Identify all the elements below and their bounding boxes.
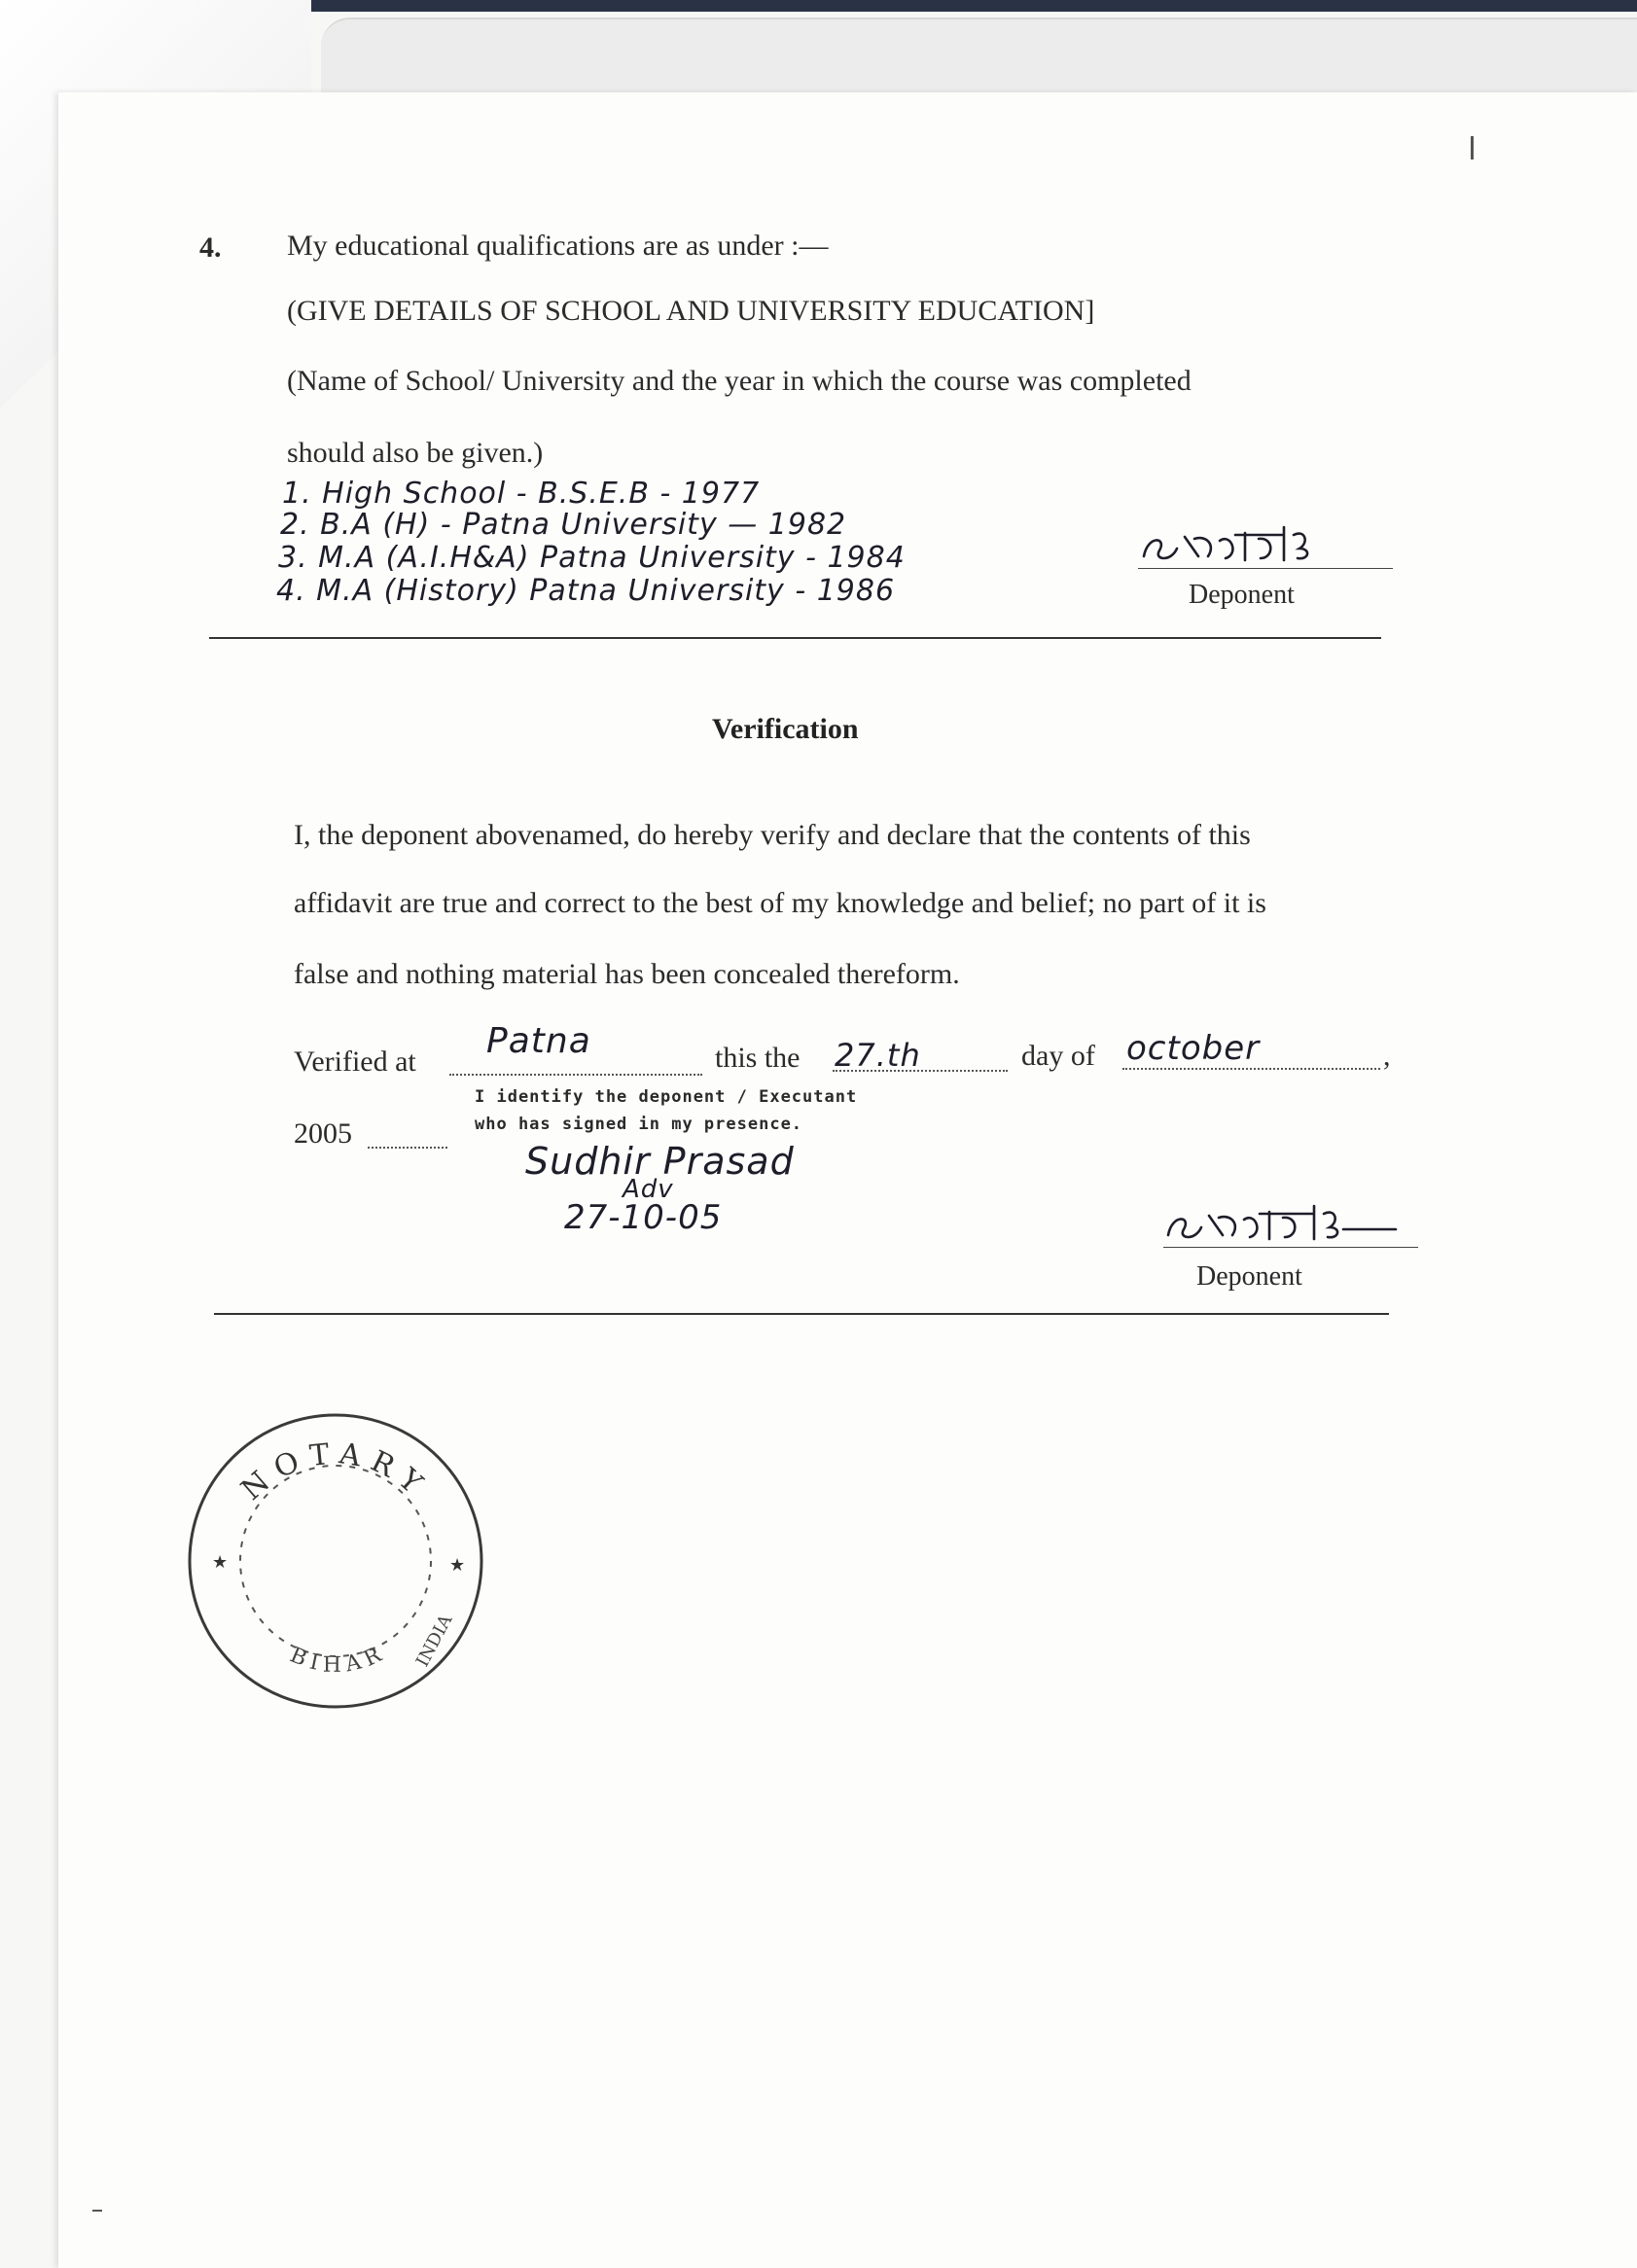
verification-paragraph-line2: affidavit are true and correct to the best of my knowledge and belief; no part of it is: [294, 887, 1266, 919]
verification-heading: Verification: [712, 713, 859, 745]
verified-at-label: Verified at: [294, 1045, 416, 1078]
seal-bottom-text: BIHAR: [286, 1640, 391, 1678]
verification-paragraph-line1: I, the deponent abovenamed, do hereby verify and declare that the contents of this: [294, 819, 1251, 851]
svg-text:BIHAR: [286, 1641, 390, 1678]
advocate-title: Adv: [623, 1175, 674, 1204]
month-handwritten: october: [1126, 1029, 1261, 1068]
year-prefix: 2005: [294, 1117, 352, 1150]
advocate-signature: Sudhir Prasad: [525, 1140, 795, 1183]
seal-top-text: NOTARY: [234, 1436, 436, 1507]
scan-mark: [1471, 136, 1474, 159]
place-handwritten: Patna: [486, 1021, 591, 1061]
section-divider-2: [214, 1313, 1389, 1315]
section-divider-1: [209, 637, 1381, 639]
seal-star-left-icon: ★: [212, 1552, 229, 1572]
this-the-label: this the: [715, 1042, 801, 1074]
qualifications-note-line2: should also be given.): [287, 437, 544, 469]
deponent-signature-2: [1162, 1194, 1406, 1253]
deponent-label-1: Deponent: [1189, 580, 1295, 610]
verified-at-dots: [449, 1070, 702, 1076]
month-comma: ,: [1383, 1040, 1391, 1072]
qualification-entry-2: 2. B.A (H) - Patna University — 1982: [280, 508, 847, 542]
identification-stamp-line2: who has signed in my presence.: [475, 1115, 803, 1134]
deponent-label-2: Deponent: [1196, 1261, 1302, 1292]
qualification-entry-4: 4. M.A (History) Patna University - 1986: [276, 574, 896, 608]
seal-star-right-icon: ★: [449, 1555, 466, 1575]
scan-mark-bottom: [92, 2210, 102, 2212]
qualification-entry-3: 3. M.A (A.I.H&A) Patna University - 1984: [278, 541, 906, 575]
qualifications-instruction: (GIVE DETAILS OF SCHOOL AND UNIVERSITY EDUCATION]: [287, 295, 1095, 327]
deponent-signature-1: [1138, 515, 1362, 574]
day-of-label: day of: [1021, 1040, 1095, 1072]
advocate-date: 27-10-05: [564, 1198, 723, 1237]
qualifications-note-line1: (Name of School/ University and the year in which the course was completed: [287, 365, 1192, 397]
identification-stamp-line1: I identify the deponent / Executant: [475, 1087, 858, 1107]
qualifications-intro: My educational qualifications are as under :—: [287, 230, 829, 262]
day-handwritten: 27.th: [835, 1037, 921, 1074]
year-dots: [368, 1143, 447, 1149]
qualification-entry-1: 1. High School - B.S.E.B - 1977: [282, 477, 761, 511]
notary-seal: [185, 1410, 486, 1712]
signature-underline-2: [1163, 1247, 1418, 1248]
svg-text:NOTARY: [235, 1436, 436, 1507]
affidavit-page: [58, 92, 1637, 2268]
verification-paragraph-line3: false and nothing material has been concealed thereform.: [294, 958, 960, 990]
section-number: 4.: [199, 231, 222, 264]
seal-right-text: INDIA: [411, 1611, 457, 1671]
signature-underline-1: [1138, 568, 1393, 569]
